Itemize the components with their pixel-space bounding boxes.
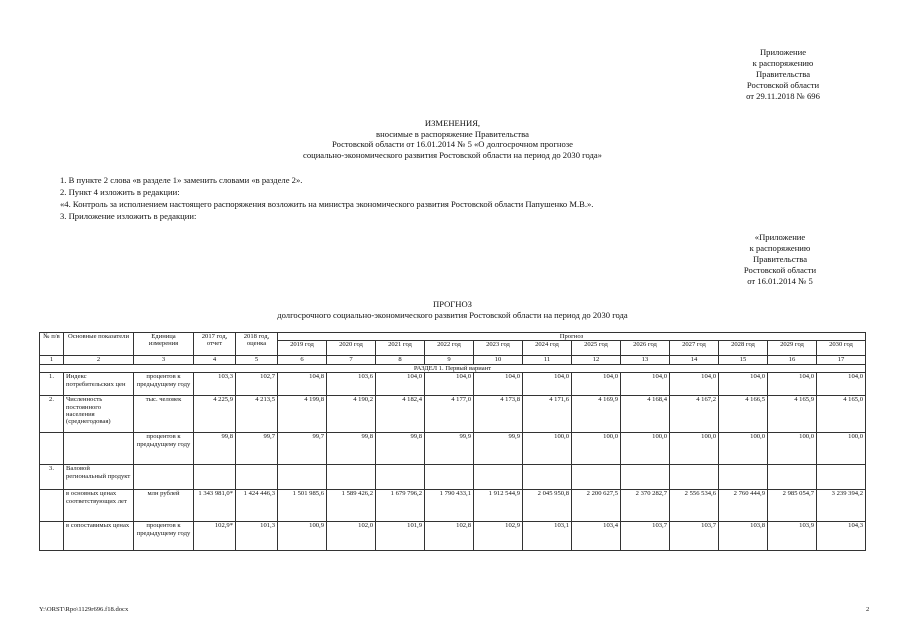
value-cell: 104,0 bbox=[425, 373, 474, 396]
row-number: 3. bbox=[40, 465, 64, 490]
header-year: 2020 год bbox=[327, 341, 376, 356]
column-number-cell: 7 bbox=[327, 356, 376, 364]
row-number bbox=[40, 490, 64, 522]
value-cell: 100,0 bbox=[670, 433, 719, 465]
column-number-cell: 8 bbox=[376, 356, 425, 364]
table-row bbox=[40, 522, 866, 551]
header-year: 2029 год bbox=[768, 341, 817, 356]
value-cell: 103,7 bbox=[670, 522, 719, 551]
header-unit: Единица измерения bbox=[134, 333, 194, 356]
forecast-title-line: ПРОГНОЗ bbox=[433, 299, 472, 309]
paragraph: 1. В пункте 2 слова «в разделе 1» заменить словами «в разделе 2». bbox=[60, 175, 303, 185]
value-cell: 99,9 bbox=[425, 433, 474, 465]
unit-cell: процентов к предыдущему году bbox=[134, 373, 194, 396]
indicator-name: Численность постоянного населения (среднегодовая) bbox=[64, 396, 134, 433]
indicator-name: Валовой региональный продукт bbox=[64, 465, 134, 490]
appendix-line: Правительства bbox=[755, 69, 811, 79]
footer-file-path: Y:\ORST\Rpo\1129r696.f18.docx bbox=[39, 606, 129, 613]
value-cell: 2 556 534,6 bbox=[670, 490, 719, 522]
appendix-line: от 16.01.2014 № 5 bbox=[747, 276, 813, 286]
value-cell: 103,7 bbox=[621, 522, 670, 551]
section-row bbox=[40, 364, 866, 372]
changes-title-line: Ростовской области от 16.01.2014 № 5 «О долгосрочном прогнозе bbox=[332, 139, 573, 149]
paragraph: 2. Пункт 4 изложить в редакции: bbox=[60, 187, 180, 197]
header-year: 2028 год bbox=[719, 341, 768, 356]
column-number-cell: 2 bbox=[64, 356, 134, 364]
value-cell: 99,9 bbox=[474, 433, 523, 465]
changes-title-line: социально-экономического развития Ростовской области на период до 2030 года» bbox=[303, 149, 602, 160]
top-appendix bbox=[728, 47, 838, 102]
header-year: 2030 год bbox=[817, 341, 866, 356]
value-cell: 2 200 627,5 bbox=[572, 490, 621, 522]
amendment-paragraphs bbox=[60, 174, 593, 222]
column-number-cell: 10 bbox=[474, 356, 523, 364]
value-cell: 4 167,2 bbox=[670, 396, 719, 433]
value-cell: 2 370 282,7 bbox=[621, 490, 670, 522]
value-cell bbox=[474, 465, 523, 490]
value-cell bbox=[236, 465, 278, 490]
header-year: 2019 год bbox=[278, 341, 327, 356]
changes-title-line: ИЗМЕНЕНИЯ, bbox=[424, 118, 481, 128]
appendix-line: Ростовской области bbox=[743, 265, 817, 275]
value-cell: 4 182,4 bbox=[376, 396, 425, 433]
indicator-name bbox=[64, 433, 134, 465]
value-cell: 4 171,6 bbox=[523, 396, 572, 433]
value-cell: 4 213,5 bbox=[236, 396, 278, 433]
header-indicators: Основные показатели bbox=[64, 333, 134, 356]
value-cell bbox=[621, 465, 670, 490]
value-cell: 4 177,0 bbox=[425, 396, 474, 433]
unit-cell: тыс. человек bbox=[134, 396, 194, 433]
forecast-title bbox=[0, 299, 905, 320]
value-cell: 101,9 bbox=[376, 522, 425, 551]
column-number-cell: 5 bbox=[236, 356, 278, 364]
value-cell bbox=[817, 465, 866, 490]
header-2017: 2017 год, отчет bbox=[194, 333, 236, 356]
value-cell: 103,9 bbox=[768, 522, 817, 551]
value-cell: 1 343 981,0* bbox=[194, 490, 236, 522]
value-cell: 104,0 bbox=[523, 373, 572, 396]
appendix-line: Правительства bbox=[752, 254, 808, 264]
value-cell: 102,8 bbox=[425, 522, 474, 551]
value-cell: 4 190,2 bbox=[327, 396, 376, 433]
value-cell: 1 501 985,6 bbox=[278, 490, 327, 522]
column-number-cell: 12 bbox=[572, 356, 621, 364]
value-cell: 103,6 bbox=[327, 373, 376, 396]
value-cell: 100,0 bbox=[719, 433, 768, 465]
column-number-cell: 11 bbox=[523, 356, 572, 364]
value-cell: 99,8 bbox=[327, 433, 376, 465]
second-appendix bbox=[725, 232, 835, 287]
value-cell: 4 199,8 bbox=[278, 396, 327, 433]
indicator-name: Индекс потребительских цен bbox=[64, 373, 134, 396]
value-cell: 102,9 bbox=[474, 522, 523, 551]
appendix-line: от 29.11.2018 № 696 bbox=[746, 91, 820, 101]
value-cell: 100,0 bbox=[523, 433, 572, 465]
column-number-cell: 3 bbox=[134, 356, 194, 364]
value-cell: 103,4 bbox=[572, 522, 621, 551]
value-cell: 1 912 544,9 bbox=[474, 490, 523, 522]
value-cell bbox=[572, 465, 621, 490]
value-cell: 4 225,9 bbox=[194, 396, 236, 433]
row-number bbox=[40, 522, 64, 551]
value-cell: 99,8 bbox=[376, 433, 425, 465]
value-cell bbox=[425, 465, 474, 490]
header-year: 2027 год bbox=[670, 341, 719, 356]
value-cell: 3 239 394,2 bbox=[817, 490, 866, 522]
appendix-line: «Приложение bbox=[754, 232, 806, 242]
value-cell: 102,0 bbox=[327, 522, 376, 551]
header-year: 2026 год bbox=[621, 341, 670, 356]
value-cell: 104,0 bbox=[768, 373, 817, 396]
header-num: № п/в bbox=[40, 333, 64, 356]
value-cell: 104,8 bbox=[278, 373, 327, 396]
value-cell: 104,0 bbox=[670, 373, 719, 396]
unit-cell bbox=[134, 465, 194, 490]
column-number-cell: 1 bbox=[40, 356, 64, 364]
value-cell bbox=[327, 465, 376, 490]
value-cell: 1 790 433,1 bbox=[425, 490, 474, 522]
value-cell: 104,0 bbox=[474, 373, 523, 396]
indicator-name: в сопоставимых ценах bbox=[64, 522, 134, 551]
value-cell: 1 424 446,3 bbox=[236, 490, 278, 522]
row-number bbox=[40, 433, 64, 465]
row-number: 1. bbox=[40, 373, 64, 396]
value-cell: 101,3 bbox=[236, 522, 278, 551]
value-cell: 103,1 bbox=[523, 522, 572, 551]
paragraph: «4. Контроль за исполнением настоящего распоряжения возложить на министра экономического развития Ростовской области Папушенко М.В.». bbox=[60, 199, 594, 209]
column-number-cell: 17 bbox=[817, 356, 866, 364]
appendix-line: Ростовской области bbox=[746, 80, 820, 90]
column-number-cell: 13 bbox=[621, 356, 670, 364]
header-year: 2023 год bbox=[474, 341, 523, 356]
forecast-title-line: долгосрочного социально-экономического развития Ростовской области на период до 2030 года bbox=[277, 309, 628, 320]
value-cell: 2 045 950,8 bbox=[523, 490, 572, 522]
unit-cell: процентов к предыдущему году bbox=[134, 522, 194, 551]
column-number-cell: 6 bbox=[278, 356, 327, 364]
header-2018: 2018 год, оценка bbox=[236, 333, 278, 356]
value-cell: 104,0 bbox=[572, 373, 621, 396]
value-cell: 99,7 bbox=[278, 433, 327, 465]
table-row bbox=[40, 396, 866, 433]
footer-page-number: 2 bbox=[866, 606, 870, 613]
value-cell: 100,0 bbox=[572, 433, 621, 465]
column-number-cell: 4 bbox=[194, 356, 236, 364]
appendix-line: к распоряжению bbox=[752, 58, 814, 68]
column-number-cell: 15 bbox=[719, 356, 768, 364]
paragraph: 3. Приложение изложить в редакции: bbox=[60, 211, 197, 221]
header-year: 2025 год bbox=[572, 341, 621, 356]
row-number: 2. bbox=[40, 396, 64, 433]
value-cell: 1 679 796,2 bbox=[376, 490, 425, 522]
value-cell bbox=[278, 465, 327, 490]
column-number-cell: 9 bbox=[425, 356, 474, 364]
forecast-table bbox=[39, 332, 866, 551]
value-cell: 104,0 bbox=[817, 373, 866, 396]
value-cell: 2 985 054,7 bbox=[768, 490, 817, 522]
value-cell: 99,8 bbox=[194, 433, 236, 465]
value-cell: 103,3 bbox=[194, 373, 236, 396]
value-cell: 4 169,9 bbox=[572, 396, 621, 433]
column-number-cell: 14 bbox=[670, 356, 719, 364]
changes-title-line: вносимые в распоряжение Правительства bbox=[376, 128, 529, 139]
table-row bbox=[40, 373, 866, 396]
value-cell: 104,0 bbox=[719, 373, 768, 396]
value-cell: 103,8 bbox=[719, 522, 768, 551]
appendix-line: к распоряжению bbox=[749, 243, 811, 253]
value-cell: 1 589 426,2 bbox=[327, 490, 376, 522]
unit-cell: млн рублей bbox=[134, 490, 194, 522]
value-cell bbox=[670, 465, 719, 490]
value-cell: 100,0 bbox=[621, 433, 670, 465]
table-row bbox=[40, 465, 866, 490]
value-cell: 102,9* bbox=[194, 522, 236, 551]
column-number-row bbox=[40, 356, 866, 364]
value-cell: 2 760 444,9 bbox=[719, 490, 768, 522]
value-cell bbox=[768, 465, 817, 490]
value-cell: 100,0 bbox=[817, 433, 866, 465]
value-cell bbox=[523, 465, 572, 490]
table-header-row bbox=[40, 333, 866, 341]
unit-cell: процентов к предыдущему году bbox=[134, 433, 194, 465]
column-number-cell: 16 bbox=[768, 356, 817, 364]
indicator-name: в основных ценах соответствующих лет bbox=[64, 490, 134, 522]
value-cell: 4 168,4 bbox=[621, 396, 670, 433]
header-year: 2021 год bbox=[376, 341, 425, 356]
value-cell bbox=[194, 465, 236, 490]
value-cell: 104,0 bbox=[621, 373, 670, 396]
value-cell: 99,7 bbox=[236, 433, 278, 465]
value-cell: 100,0 bbox=[768, 433, 817, 465]
header-year: 2024 год bbox=[523, 341, 572, 356]
section-title: РАЗДЕЛ 1. Первый вариант bbox=[40, 364, 866, 372]
changes-title bbox=[0, 118, 905, 160]
value-cell bbox=[376, 465, 425, 490]
header-year: 2022 год bbox=[425, 341, 474, 356]
header-forecast: Прогноз bbox=[278, 333, 866, 341]
table-row bbox=[40, 433, 866, 465]
value-cell: 104,3 bbox=[817, 522, 866, 551]
value-cell: 104,0 bbox=[376, 373, 425, 396]
value-cell: 4 165,0 bbox=[817, 396, 866, 433]
value-cell bbox=[719, 465, 768, 490]
value-cell: 4 173,8 bbox=[474, 396, 523, 433]
appendix-line: Приложение bbox=[759, 47, 807, 57]
value-cell: 4 165,9 bbox=[768, 396, 817, 433]
value-cell: 100,9 bbox=[278, 522, 327, 551]
value-cell: 102,7 bbox=[236, 373, 278, 396]
table-row bbox=[40, 490, 866, 522]
value-cell: 4 166,5 bbox=[719, 396, 768, 433]
